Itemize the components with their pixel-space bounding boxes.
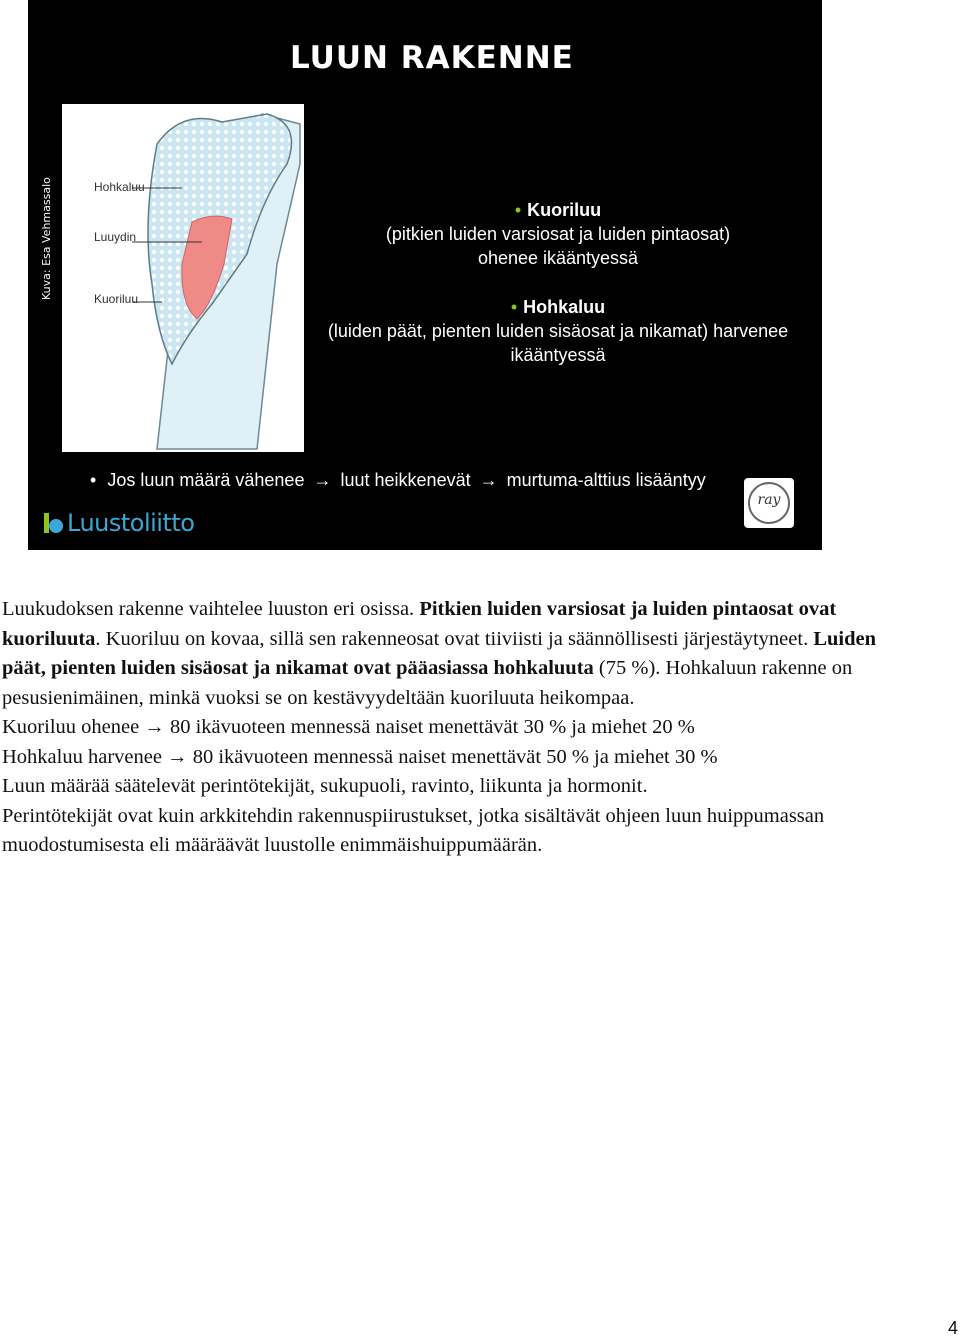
text-span: Kuoriluu ohenee — [2, 716, 140, 738]
conclusion-part1: Jos luun määrä vähenee — [107, 470, 305, 490]
bone-illustration — [62, 104, 304, 452]
slide-image — [28, 0, 822, 550]
bone-drawing — [62, 104, 304, 452]
conclusion-part3: murtuma-alttius lisääntyy — [506, 470, 706, 490]
line-regulators: Luun määrää säätelevät perintötekijät, sukupuoli, ravinto, liikunta ja hormonit. — [2, 775, 648, 797]
point-body: (pitkien luiden varsiosat ja luiden pintaosat) — [385, 224, 731, 244]
bullet-icon: • — [90, 470, 97, 490]
page-number: 4 — [947, 1318, 958, 1338]
bullet-icon: • — [514, 200, 522, 220]
point-kuoriluu — [308, 198, 808, 270]
arrow-right-icon: → — [167, 745, 188, 768]
text-span: (75 %). Hohkaluun rakenne on pesusienimäinen, minkä vuoksi se on kestävyydeltään kuoriluuta heikompaa. — [2, 657, 853, 709]
conclusion-part2: luut heikkenevät — [340, 470, 471, 490]
image-credit: Kuva: Esa Vehmassalo — [40, 177, 53, 300]
point-tail: ohenee ikääntyessä — [477, 248, 639, 268]
point-head: Hohkaluu — [523, 297, 606, 317]
line-kuoriluu-loss — [2, 713, 902, 743]
ray-badge — [744, 478, 794, 528]
slide-title: LUUN RAKENNE — [290, 40, 574, 76]
point-head: Kuoriluu — [527, 200, 602, 220]
luustoliitto-logo — [43, 508, 194, 538]
line-hohkaluu-loss — [2, 743, 902, 773]
line-genetics: Perintötekijät ovat kuin arkkitehdin rakennuspiirustukset, jotka sisältävät ohjeen luun huippumassan muodostumisesta eli määräävät luustolle enimmäishuippumäärän. — [2, 804, 825, 856]
logo-mark-icon — [43, 511, 63, 535]
slide-conclusion — [90, 470, 706, 491]
text-span: Luukudoksen rakenne vaihtelee luuston eri osissa. — [2, 598, 415, 620]
point-hohkaluu — [308, 295, 808, 367]
arrow-right-icon: → — [144, 716, 165, 738]
body-text — [2, 595, 902, 861]
arrow-right-icon: → — [479, 470, 498, 490]
label-luuydin: Luuydin — [94, 230, 137, 244]
label-kuoriluu: Kuoriluu — [94, 292, 139, 306]
bold-span: Luiden päät, pienten luiden sisäosat ja nikamat ovat pääasiassa hohkaluuta — [2, 627, 876, 679]
text-span: 80 ikävuoteen mennessä naiset menettävät 50 % ja miehet 30 % — [192, 745, 718, 768]
arrow-right-icon: → — [313, 470, 332, 490]
bold-span: Pitkien luiden varsiosat ja luiden pintaosat ovat kuoriluuta — [2, 598, 837, 650]
text-span: Hohkaluu harvenee — [2, 745, 162, 768]
point-body: (luiden päät, pienten luiden sisäosat ja nikamat) harvenee — [327, 321, 789, 341]
text-span: . Kuoriluu on kovaa, sillä sen rakenneosat ovat tiiviisti ja säännöllisesti järjestäytyneet. — [95, 627, 809, 650]
paragraph-structure — [2, 595, 902, 713]
badge-text: ray — [757, 492, 781, 508]
text-span: 80 ikävuoteen mennessä naiset menettävät 30 % ja miehet 20 % — [169, 716, 695, 738]
bullet-icon: • — [510, 297, 518, 317]
label-hohkaluu: Hohkaluu — [94, 180, 145, 194]
logo-text: Luustoliitto — [67, 509, 195, 537]
point-tail: ikääntyessä — [510, 345, 606, 365]
